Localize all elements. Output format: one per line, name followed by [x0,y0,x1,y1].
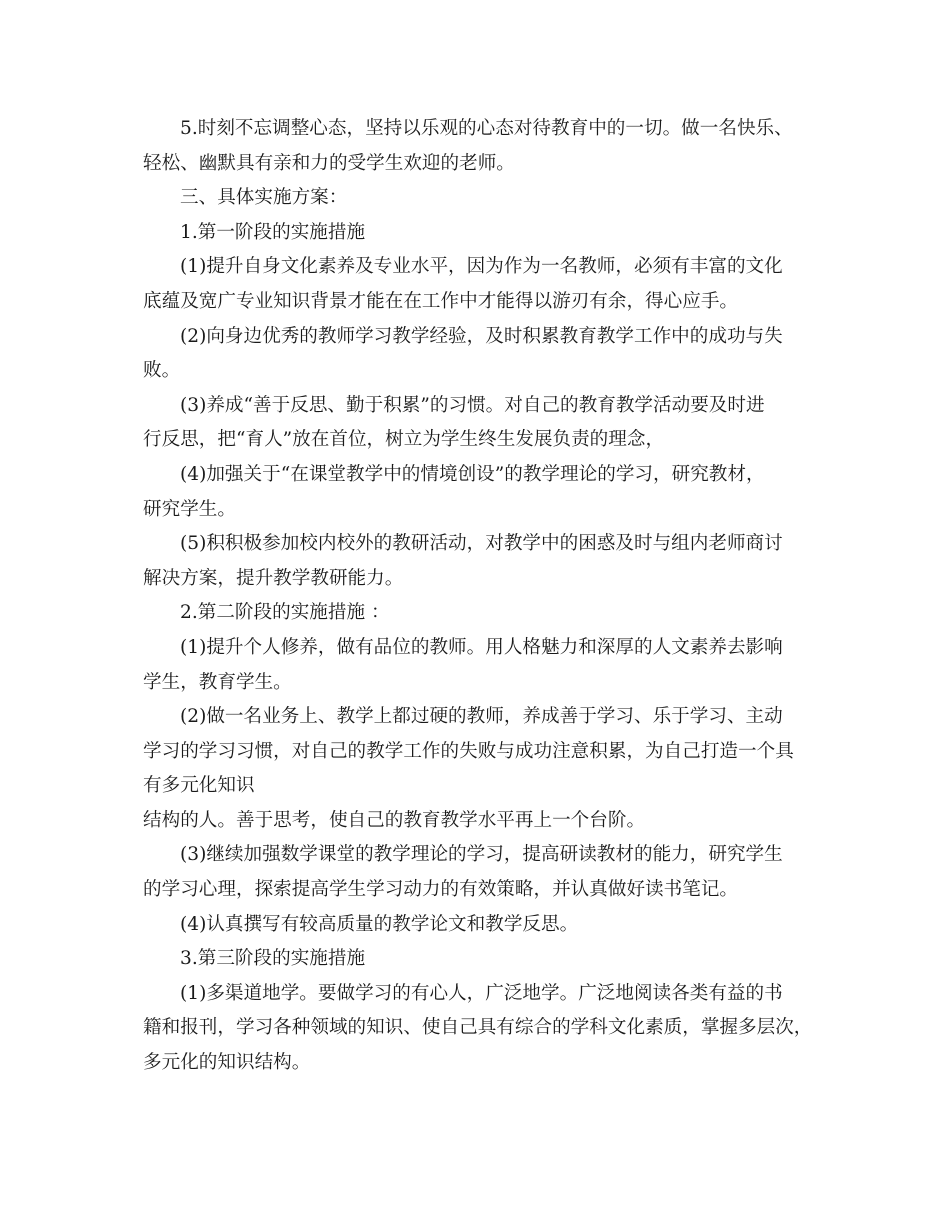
text-line: 轻松、幽默具有亲和力的受学生欢迎的老师。 [143,152,515,174]
text-line: 的学习心理，探索提高学生学习动力的有效策略，并认真做好读书笔记。 [143,879,739,901]
text-line: 1.第一阶段的实施措施 [180,221,366,243]
text-line: (3)养成“善于反思、勤于积累”的习惯。对自己的教育教学活动要及时进 [180,394,765,416]
text-line: 2.第二阶段的实施措施 ： [180,602,390,624]
text-line: (4)认真撰写有较高质量的教学论文和教学反思。 [180,913,579,935]
text-line: 研究学生。 [143,498,236,520]
text-line: 多元化的知识结构。 [143,1052,311,1074]
text-line: (1)提升自身文化素养及专业水平，因为作为一名教师，必须有丰富的文化 [180,256,783,278]
text-line: 解决方案，提升教学教研能力。 [143,567,404,589]
text-line: 籍和报刊，学习各种领域的知识、使自己具有综合的学科文化素质，掌握多层次， [143,1017,813,1039]
text-line: (4)加强关于“在课堂教学中的情境创设”的教学理论的学习，研究教材， [180,463,765,485]
text-line: 行反思，把“育人”放在首位，树立为学生终生发展负责的理念， [143,429,665,451]
text-line: 结构的人。善于思考，使自己的教育教学水平再上一个台阶。 [143,809,646,831]
text-line: 5.时刻不忘调整心态，坚持以乐观的心态对待教育中的一切。做一名快乐、 [180,118,793,139]
text-line: 有多元化知识 [143,775,255,797]
text-line: (3)继续加强数学课堂的教学理论的学习，提高研读教材的能力，研究学生 [180,844,783,866]
text-line: 3.第三阶段的实施措施 [180,948,366,970]
text-line: 学生，教育学生。 [143,671,292,693]
document-body [143,112,815,1081]
text-line: 败。 [143,360,181,382]
text-line: (2)向身边优秀的教师学习教学经验，及时积累教育教学工作中的成功与失 [180,325,783,347]
text-line: 底蕴及宽广专业知识背景才能在在工作中才能得以游刃有余，得心应手。 [143,290,739,312]
text-line: (1)多渠道地学。要做学习的有心人，广泛地学。广泛地阅读各类有益的书 [180,982,783,1004]
text-line: (1)提升个人修养，做有品位的教师。用人格魅力和深厚的人文素养去影响 [180,636,783,658]
text-line: 学习的学习习惯，对自己的教学工作的失败与成功注意积累，为自己打造一个具 [143,740,794,762]
text-line: 三、具体实施方案： [180,187,348,209]
text-line: (5)积积极参加校内校外的教研活动，对教学中的困惑及时与组内老师商讨 [180,533,783,555]
text-line: (2)做一名业务上、教学上都过硬的教师，养成善于学习、乐于学习、主动 [180,706,783,728]
